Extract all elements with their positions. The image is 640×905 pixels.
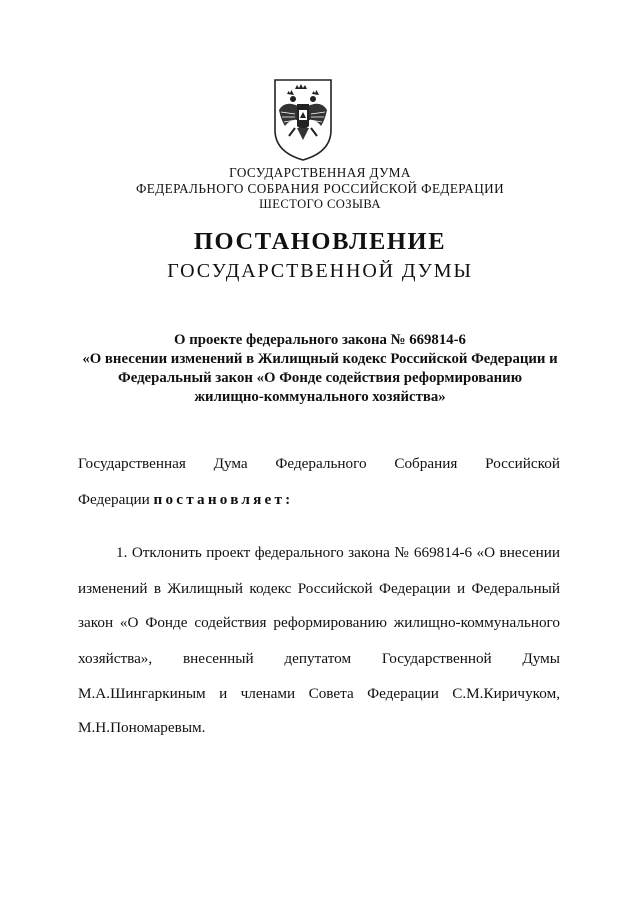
item-line: закон «О Фонде содействия реформированию жилищно-коммунального	[78, 614, 560, 631]
subject-line: «О внесении изменений в Жилищный кодекс Российской Федерации и	[82, 351, 558, 367]
item-line: М.Н.Пономаревым.	[78, 719, 206, 736]
item-line: изменений в Жилищный кодекс Российской Федерации и Федеральный	[78, 580, 560, 597]
issuer-line-3: ШЕСТОГО СОЗЫВА	[259, 197, 381, 211]
coat-of-arms-emblem	[271, 76, 335, 162]
subject-line: О проекте федерального закона № 669814-6	[174, 332, 466, 348]
document-subtitle: ГОСУДАРСТВЕННОЙ ДУМЫ	[167, 260, 473, 282]
resolution-subject	[60, 331, 580, 407]
preamble-text: Федерации	[78, 491, 150, 508]
subject-line: жилищно-коммунального хозяйства»	[194, 389, 446, 405]
issuer-line-2: ФЕДЕРАЛЬНОГО СОБРАНИЯ РОССИЙСКОЙ ФЕДЕРАЦИИ	[135, 181, 505, 196]
preamble-line-2	[78, 491, 560, 509]
item-line: хозяйства», внесенный депутатом Государственной Думы	[78, 650, 560, 667]
item-line: М.А.Шингаркиным и членами Совета Федерации С.М.Киричуком,	[78, 685, 560, 702]
subject-line: Федеральный закон «О Фонде содействия реформированию	[117, 370, 523, 386]
preamble-line: Государственная Дума Федерального Собрания Российской	[78, 455, 560, 472]
decree-verb: постановляет:	[153, 491, 294, 508]
document-title: ПОСТАНОВЛЕНИЕ	[193, 228, 447, 255]
item-line: 1. Отклонить проект федерального закона № 669814-6 «О внесении	[116, 544, 560, 561]
issuer-line-1: ГОСУДАРСТВЕННАЯ ДУМА	[229, 165, 411, 180]
